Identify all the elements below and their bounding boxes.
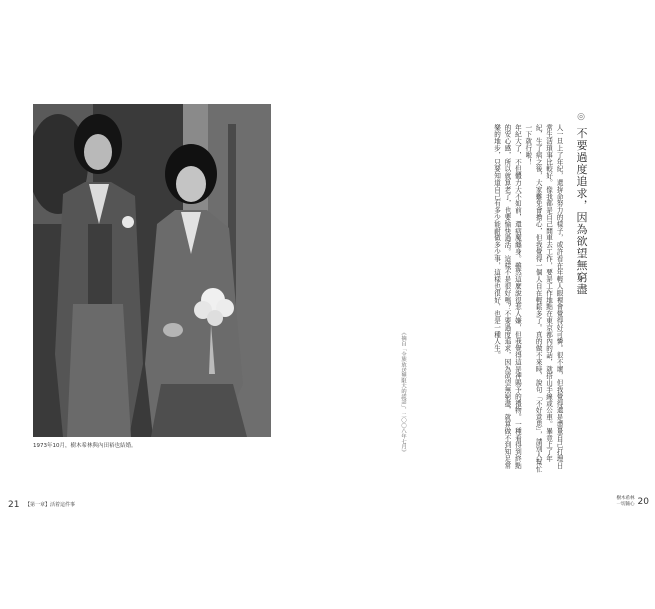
photo-caption: 1973年10月，樹木希林與內田裕也結婚。	[33, 443, 137, 449]
right-page-number: 20	[637, 497, 649, 507]
paragraph: 年紀大了，不但體力大不如前，還病魔纏身。雖然這麼說很惹人嫌，但我覺得這是神賜予的禮物。一種看得到終點的安心感，所以就算老了，也要愉快過活。這樣不是很好嗎？不要過度追求，因為欲望無窮盡，就算做不到知足常樂的地步，只要知道自己有多少能耐做多少事，這樣也很好，也是一種人生。	[492, 124, 522, 469]
paragraph: 人一旦上了年紀，還拚命努力的樣子，或許看在年輕人眼裡會覺得好可憐。很不壞，但我覺得還是盡量自己打理日常生活瑣事比較好。像我都是自己開車去工作，要是工作地點在東京都內的話，就搭山手線或公車。畢竟上了年紀，生了病之後，大家難免會擔心，但我覺得一個人自在輕鬆多了。真的做不來時，說句「不好意思」，請別人幫忙一下就行啦！	[523, 124, 563, 473]
left-page-number: 21	[8, 500, 20, 510]
bullet-icon: ◎	[576, 112, 586, 123]
wedding-photo-illustration	[33, 104, 271, 437]
section-heading-text: 不要過度追求，因為欲望無窮盡	[575, 127, 588, 296]
book-title	[615, 496, 635, 508]
wedding-photo	[33, 104, 271, 437]
book-title-line: 一切隨心	[616, 502, 635, 507]
right-folio	[615, 496, 649, 508]
body-text	[388, 124, 564, 474]
source-note: 《摘自「全族放送無限大的謊話」，二〇〇八年七月》	[400, 330, 406, 455]
section-heading	[573, 112, 589, 402]
book-title-line: 樹木希林	[616, 496, 635, 501]
left-folio	[8, 500, 75, 510]
chapter-label: 【第一章】活着這件事	[25, 502, 76, 508]
